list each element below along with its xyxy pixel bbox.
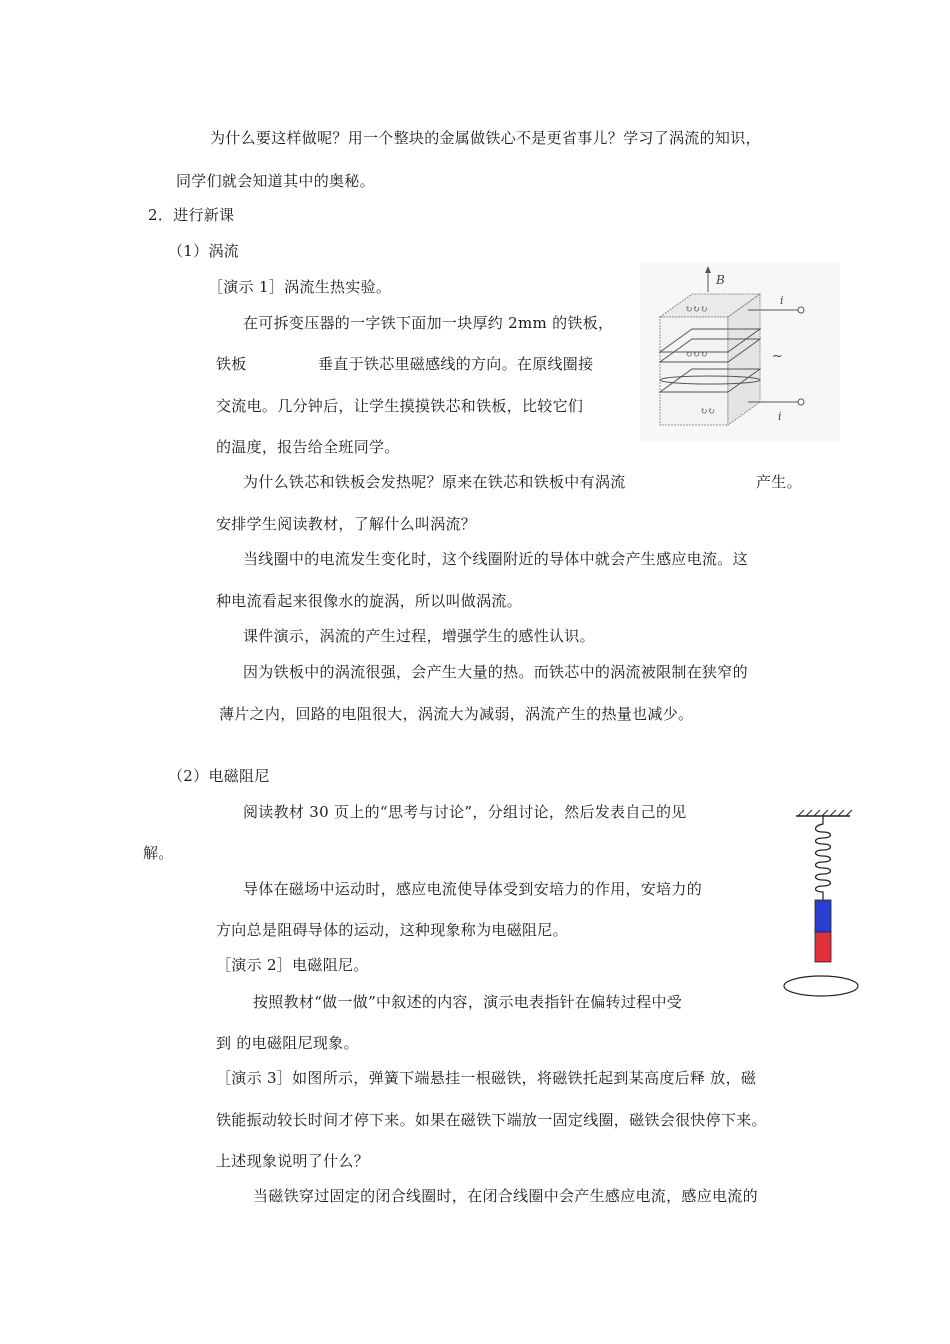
demo-label: ［演示 3］如图所示，弹簧下端悬挂一根磁铁，将磁铁托起到某高度后释 放，磁 [216,1069,757,1087]
demo-label: ［演示 1］涡流生热实验。 [208,278,392,296]
paragraph-line: 当磁铁穿过固定的闭合线圈时，在闭合线圈中会产生感应电流，感应电流的 [253,1187,758,1205]
paragraph-line: 垂直于铁芯里磁感线的方向。在原线圈接 [318,355,594,373]
paragraph-line: 的温度，报告给全班同学。 [216,438,400,456]
spring [816,816,831,900]
paragraph-line: 安排学生阅读教材，了解什么叫涡流？ [216,515,477,533]
section-heading: 2．进行新课 [148,206,235,224]
transformer-figure [640,262,840,442]
core-side [728,294,760,425]
magnet-north [815,900,831,932]
paragraph-line: 种电流看起来很像水的旋涡，所以叫做涡流。 [216,592,523,610]
subsection-heading: （1）涡流 [168,242,240,260]
paragraph-line: 按照教材“做一做”中叙述的内容，演示电表指针在偏转过程中受 [253,993,683,1011]
magnet-south [815,932,831,962]
label-b: B [716,273,725,287]
paragraph-line: 当线圈中的电流发生变化时，这个线圈附近的导体中就会产生感应电流。这 [243,550,748,568]
paragraph-line: 为什么要这样做呢？用一个整块的金属做铁心不是更省事儿？学习了涡流的知识， [210,129,761,147]
subsection-heading: （2）电磁阻尼 [168,767,270,785]
paragraph-line: 铁能振动较长时间才停下来。如果在磁铁下端放一固定线圈，磁铁会很快停下来。 [216,1111,767,1129]
paragraph-line: 在可拆变压器的一字铁下面加一块厚约 2mm 的铁板， [243,314,614,332]
paragraph-line: 同学们就会知道其中的奥秘。 [176,172,375,190]
eddy-mark: ↻↻↻ [685,350,708,360]
paragraph-line: 阅读教材 30 页上的“思考与讨论”，分组讨论，然后发表自己的见 [243,803,687,821]
terminal-top [798,307,804,313]
paragraph-line: 导体在磁场中运动时，感应电流使导体受到安培力的作用，安培力的 [243,880,703,898]
core-front [660,317,728,425]
paragraph-line: 薄片之内，回路的电阻很大，涡流大为减弱，涡流产生的热量也减少。 [219,705,694,723]
demo-label: ［演示 2］电磁阻尼。 [216,956,369,974]
paragraph-line: 课件演示，涡流的产生过程，增强学生的感性认识。 [243,627,595,645]
label-i-top: i [780,294,784,307]
paragraph-line: 上述现象说明了什么？ [216,1152,370,1170]
label-ac: ~ [772,349,783,364]
label-i-bottom: i [778,410,782,423]
spring-magnet-figure [778,808,878,1000]
paragraph-line: 交流电。几分钟后，让学生摸摸铁芯和铁板，比较它们 [216,397,584,415]
terminal-bottom [798,399,804,405]
paragraph-line: 为什么铁芯和铁板会发热呢？原来在铁芯和铁板中有涡流 [243,473,626,491]
paragraph-line: 方向总是阻碍导体的运动，这种现象称为电磁阻尼。 [216,921,568,939]
eddy-mark: ↻↻↻ [685,305,708,315]
ceiling-hatch [798,810,852,816]
paragraph-line: 产生。 [756,473,802,491]
paragraph-line: 解。 [143,844,174,862]
paragraph-line: 铁板 [216,355,247,373]
paragraph-line: 因为铁板中的涡流很强，会产生大量的热。而铁芯中的涡流被限制在狭窄的 [243,663,748,681]
paragraph-line: 到 的电磁阻尼现象。 [216,1034,359,1052]
eddy-mark: ↻↻ [700,407,716,417]
fixed-coil [784,976,858,996]
